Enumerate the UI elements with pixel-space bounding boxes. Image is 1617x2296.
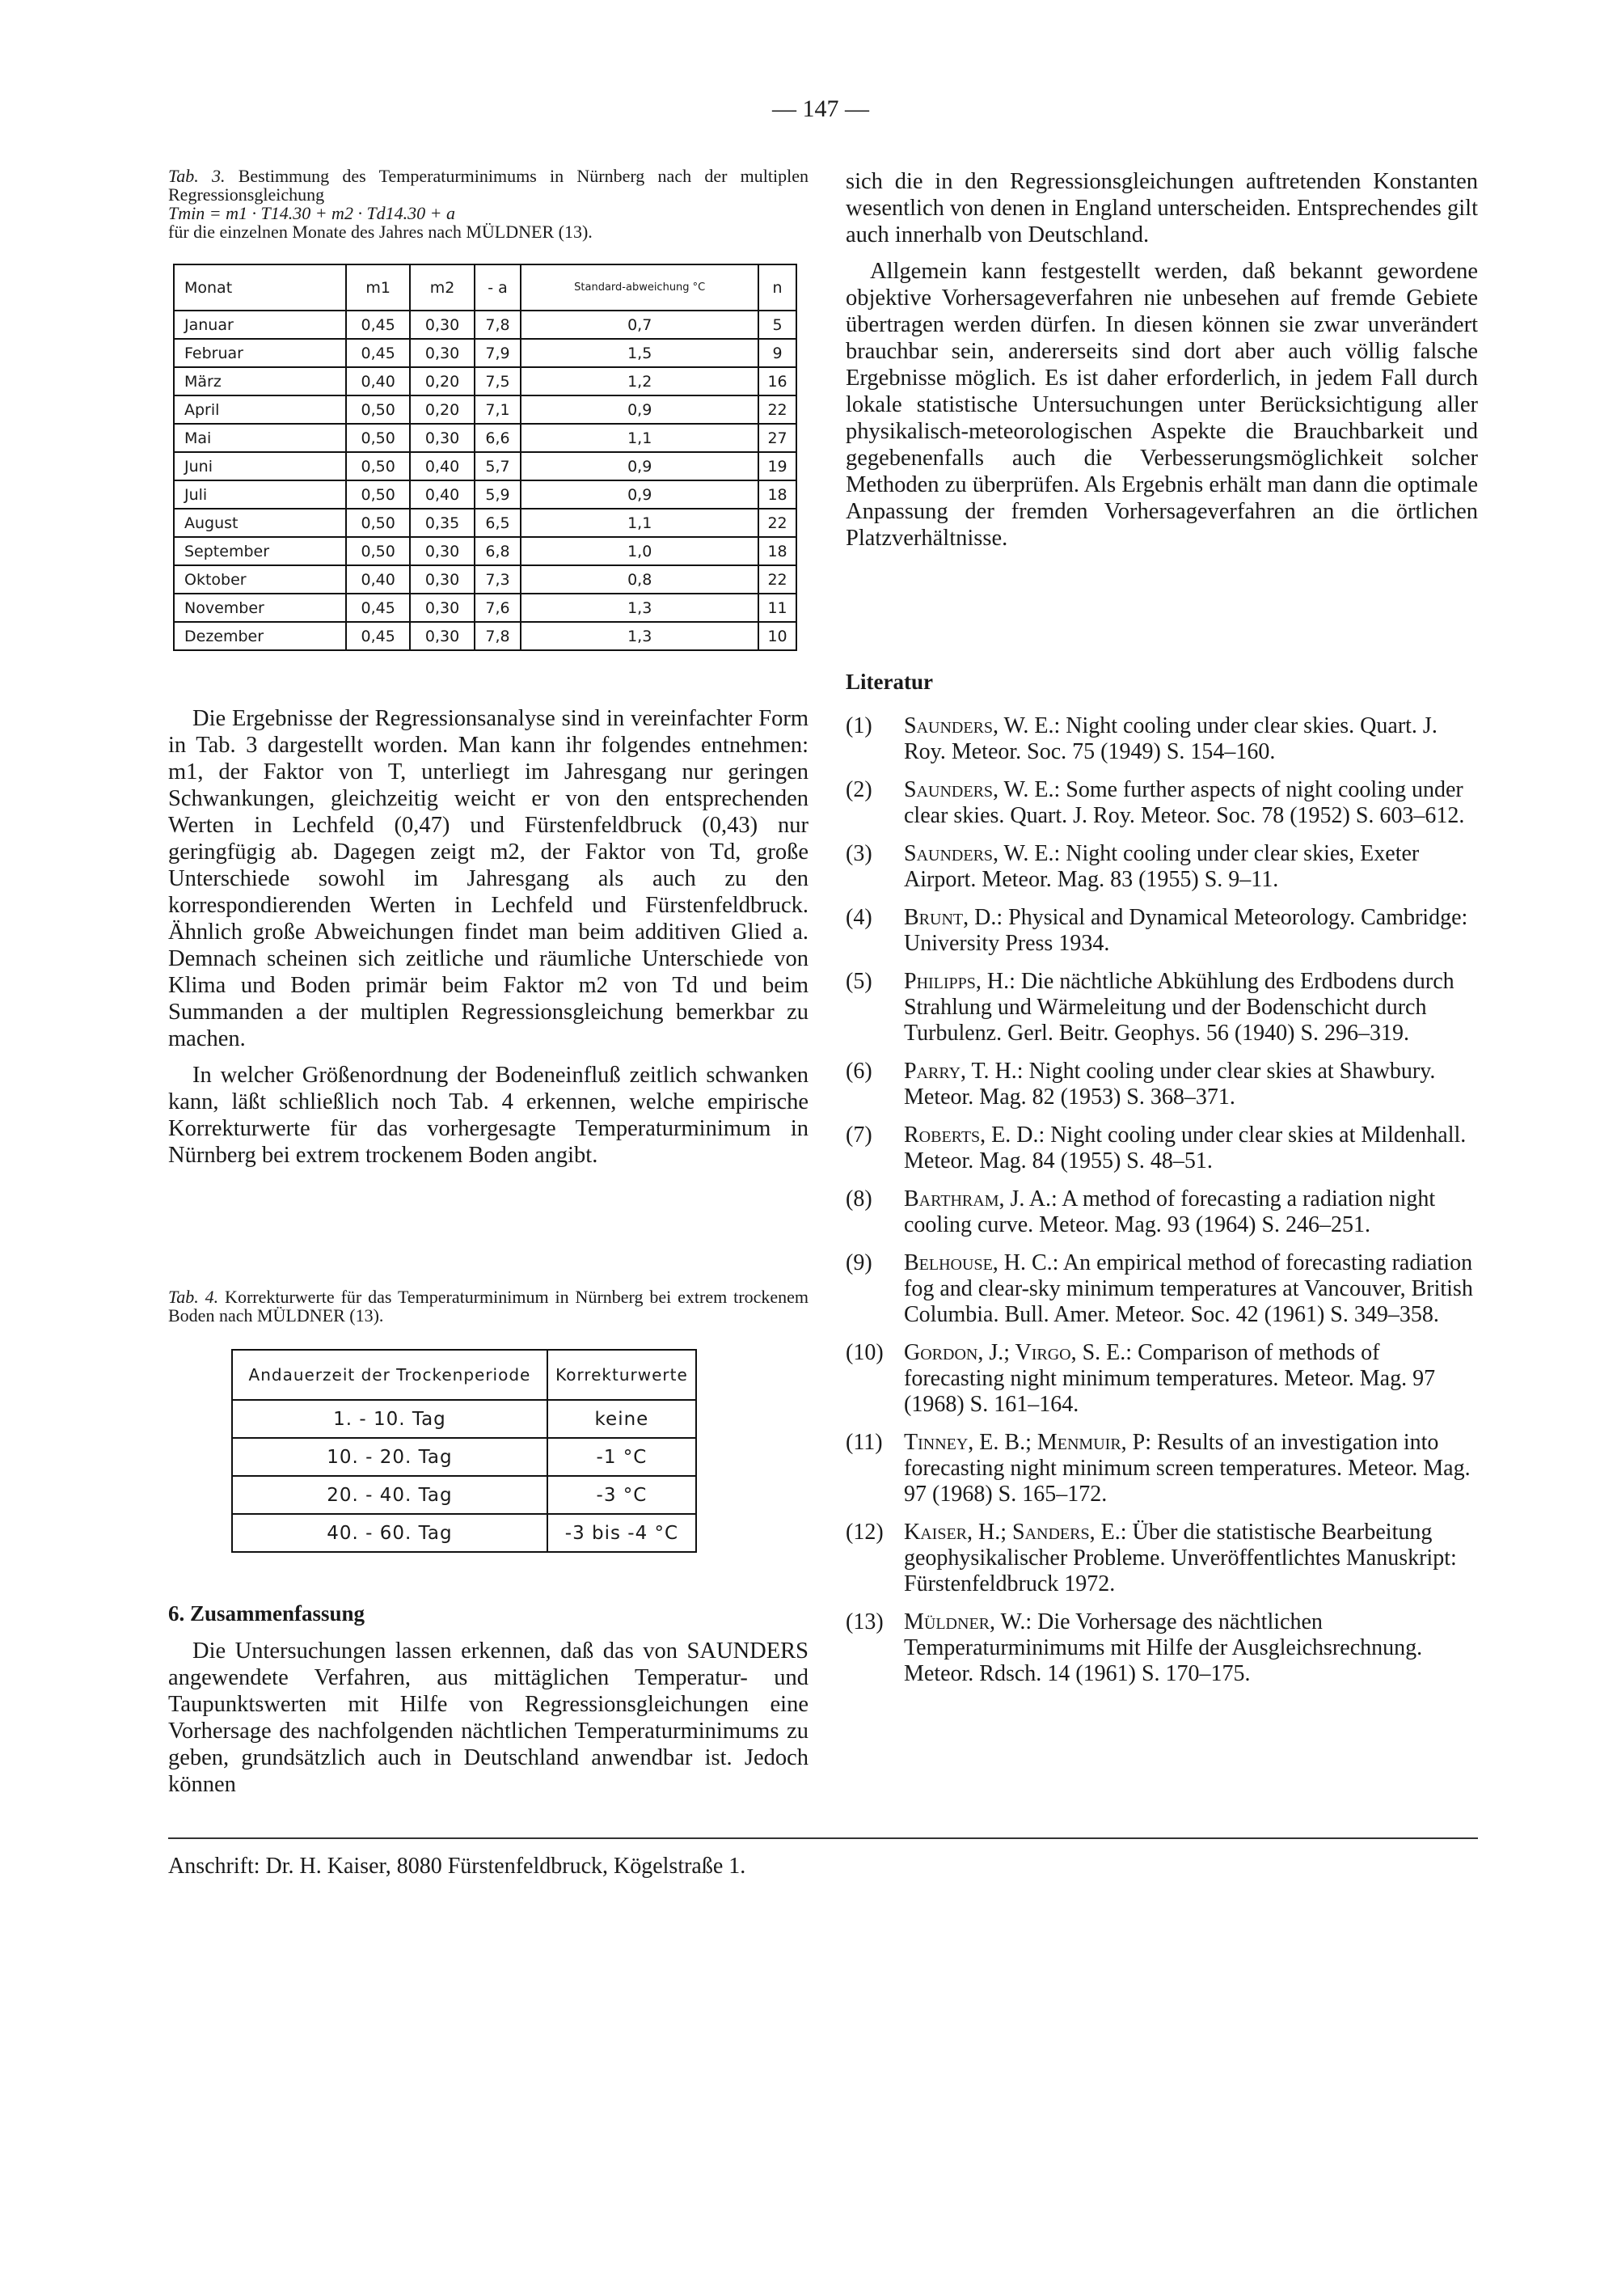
reference-author: Saunders, W. E.: — [904, 713, 1061, 738]
table-row — [174, 537, 796, 565]
left-body-text — [168, 705, 808, 1169]
reference-item — [846, 777, 1478, 829]
table-cell: 0,30 — [410, 622, 474, 650]
reference-author: Gordon, J.; Virgo, S. E.: — [904, 1340, 1133, 1365]
table4-caption — [168, 1288, 808, 1325]
reference-citation: Über die statistische Bearbeitung geophysikalischer Probleme. Unveröffentlichtes Manuskript: Fürstenfeldbruck 1972. — [904, 1520, 1457, 1596]
right-body-text — [846, 168, 1478, 552]
reference-author: Saunders, W. E.: — [904, 777, 1061, 802]
table-cell: 1,2 — [521, 367, 758, 395]
reference-number: (1) — [846, 713, 872, 738]
reference-number: (3) — [846, 841, 872, 866]
table3-header: m1 — [346, 264, 410, 311]
table-row — [174, 594, 796, 622]
table4-caption-text: Korrekturwerte für das Temperaturminimum in Nürnberg bei extrem trockenem Boden nach MÜLDNER (13). — [168, 1287, 809, 1326]
table-cell: November — [174, 594, 346, 622]
table-row — [174, 480, 796, 509]
reference-citation: Night cooling under clear skies at Shawbury. Meteor. Mag. 82 (1953) S. 368–371. — [904, 1059, 1436, 1110]
reference-item — [846, 1250, 1478, 1328]
reference-text — [904, 905, 1478, 957]
table3-header: m2 — [410, 264, 474, 311]
table-cell: 1,3 — [521, 594, 758, 622]
table-row — [174, 452, 796, 480]
reference-item — [846, 841, 1478, 893]
table-cell: 18 — [758, 480, 796, 509]
reference-author: Philipps, H.: — [904, 969, 1015, 994]
table-cell: 0,50 — [346, 424, 410, 452]
table-cell: 1,1 — [521, 509, 758, 537]
table-cell: 1. - 10. Tag — [232, 1400, 547, 1438]
table-cell: 0,20 — [410, 395, 474, 424]
table-cell: 20. - 40. Tag — [232, 1476, 547, 1514]
reference-author: Roberts, E. D.: — [904, 1123, 1045, 1148]
paragraph: sich die in den Regressionsgleichungen auftretenden Konstanten wesentlich von denen in England unterscheiden. Entsprechendes gilt auch innerhalb von Deutschland. — [846, 169, 1478, 247]
table-cell: 7,9 — [475, 339, 521, 367]
table-cell: 0,50 — [346, 480, 410, 509]
table-cell: 40. - 60. Tag — [232, 1514, 547, 1552]
reference-author: Kaiser, H.; Sanders, E.: — [904, 1520, 1127, 1545]
reference-citation: Some further aspects of night cooling under clear skies. Quart. J. Roy. Meteor. Soc. 78 (1952) S. 603–612. — [904, 777, 1465, 828]
reference-number: (11) — [846, 1430, 883, 1455]
paragraph: Allgemein kann festgestellt werden, daß bekannt gewordene objektive Vorhersageverfahren nie unbesehen auf fremde Gebiete übertragen werden dürfen. In diesen können sie zwar unverändert brauchbar sein, andererseits sind dort aber auch völlig falsche Ergebnisse möglich. Es ist daher erforderlich, in jedem Fall durch lokale statistische Untersuchungen unter Berücksichtigung aller physikalisch-meteorologischen Aspekte die Brauchbarkeit und gegebenenfalls auch die Verbesserungsmöglichkeit solcher Methoden zu überprüfen. Als Ergebnis erhält man dann die optimale Anpassung der fremden Vorhersageverfahren an die örtlichen Platzverhältnisse. — [846, 259, 1478, 551]
table-cell: 5,7 — [475, 452, 521, 480]
table-cell: 0,30 — [410, 339, 474, 367]
table-cell: 7,3 — [475, 565, 521, 594]
table-cell: 9 — [758, 339, 796, 367]
reference-citation: A method of forecasting a radiation night cooling curve. Meteor. Mag. 93 (1964) S. 246–251. — [904, 1186, 1436, 1237]
reference-citation: Physical and Dynamical Meteorology. Cambridge: University Press 1934. — [904, 905, 1468, 956]
reference-citation: Die Vorhersage des nächtlichen Temperaturminimums mit Hilfe der Ausgleichsrechnung. Meteor. Rdsch. 14 (1961) S. 170–175. — [904, 1609, 1423, 1686]
reference-text — [904, 841, 1478, 893]
table-row — [174, 339, 796, 367]
table-cell: 0,45 — [346, 594, 410, 622]
reference-citation: Comparison of methods of forecasting night minimum temperatures. Meteor. Mag. 97 (1968) S. 161–164. — [904, 1340, 1436, 1417]
table-cell: 0,50 — [346, 452, 410, 480]
reference-citation: Night cooling under clear skies. Quart. J. Roy. Meteor. Soc. 75 (1949) S. 154–160. — [904, 713, 1438, 764]
table-cell: 10. - 20. Tag — [232, 1438, 547, 1476]
table-cell: 0,50 — [346, 395, 410, 424]
table4-header: Andauerzeit der Trockenperiode — [232, 1350, 547, 1400]
reference-item — [846, 1430, 1478, 1507]
reference-text — [904, 1340, 1478, 1418]
table-cell: Januar — [174, 311, 346, 339]
reference-number: (12) — [846, 1520, 884, 1545]
table-row — [174, 395, 796, 424]
table-cell: 0,30 — [410, 311, 474, 339]
table-cell: 10 — [758, 622, 796, 650]
table4-label: Tab. 4. — [168, 1287, 219, 1307]
reference-number: (4) — [846, 905, 872, 930]
table-cell: 19 — [758, 452, 796, 480]
reference-author: Saunders, W. E.: — [904, 841, 1061, 866]
table-cell: Juni — [174, 452, 346, 480]
reference-number: (10) — [846, 1340, 884, 1365]
literature-heading: Literatur — [846, 670, 933, 694]
table3-header: Standard-abweichung °C — [521, 264, 758, 311]
page-number: — 147 — — [772, 95, 869, 122]
table-cell: März — [174, 367, 346, 395]
reference-text — [904, 777, 1478, 829]
table-cell: 0,9 — [521, 480, 758, 509]
reference-author: Parry, T. H.: — [904, 1059, 1024, 1084]
reference-number: (13) — [846, 1609, 884, 1634]
reference-author: Barthram, J. A.: — [904, 1186, 1058, 1211]
reference-citation: Die nächtliche Abkühlung des Erdbodens durch Strahlung und Wärmeleitung und der Bodenschicht durch Turbulenz. Gerl. Beitr. Geophys. 56 (1940) S. 296–319. — [904, 969, 1454, 1046]
paragraph: Die Untersuchungen lassen erkennen, daß das von SAUNDERS angewendete Verfahren, aus mittäglichen Temperatur- und Taupunktswerten mit Hilfe von Regressionsgleichungen eine Vorhersage des nachfolgenden nächtlichen Temperaturminimums zu geben, grundsätzlich auch in Deutschland anwendbar ist. Jedoch können — [168, 1638, 808, 1797]
table-cell: 22 — [758, 395, 796, 424]
paragraph: Die Ergebnisse der Regressionsanalyse sind in vereinfachter Form in Tab. 3 dargestellt worden. Man kann ihr folgendes entnehmen: m1, der Faktor von T, unterliegt im Jahresgang nur geringen Schwankungen, gleichzeitig weicht er von den entsprechenden Werten in Lechfeld (0,47) und Fürstenfeldbruck (0,43) nur geringfügig ab. Dagegen zeigt m2, der Faktor von Td, große Unterschiede sowohl im Jahresgang als auch zu den korrespondierenden Werten in Lechfeld und Fürstenfeldbruck. Ähnlich große Abweichungen findet man beim additiven Glied a. Demnach scheinen sich zeitliche und räumliche Unterschiede von Klima und Boden primär beim Faktor m2 von Td und beim Summanden a der multiplen Regressionsgleichung bemerkbar zu machen. — [168, 706, 808, 1051]
table3-header: Monat — [174, 264, 346, 311]
paragraph: In welcher Größenordnung der Bodeneinfluß zeitlich schwanken kann, läßt schließlich noch Tab. 4 erkennen, welche empirische Korrekturwerte für das vorhergesagte Temperaturminimum in Nürnberg bei extrem trockenem Boden angibt. — [168, 1063, 808, 1168]
reference-item — [846, 1340, 1478, 1418]
table-cell: 0,45 — [346, 311, 410, 339]
table-row — [232, 1476, 696, 1514]
table-cell: September — [174, 537, 346, 565]
table-cell: 1,0 — [521, 537, 758, 565]
reference-number: (8) — [846, 1186, 872, 1211]
table-row — [174, 622, 796, 650]
table3-label: Tab. 3. — [168, 166, 226, 186]
reference-author: Tinney, E. B.; Menmuir, P: — [904, 1430, 1152, 1455]
table-cell: 0,40 — [346, 565, 410, 594]
table-4 — [231, 1349, 697, 1553]
table-cell: 0,20 — [410, 367, 474, 395]
reference-text — [904, 1250, 1478, 1328]
table-3 — [173, 264, 797, 651]
reference-item — [846, 1123, 1478, 1174]
reference-item — [846, 1609, 1478, 1687]
table-cell: 1,1 — [521, 424, 758, 452]
author-address: Anschrift: Dr. H. Kaiser, 8080 Fürstenfeldbruck, Kögelstraße 1. — [168, 1854, 746, 1879]
reference-citation: Night cooling under clear skies at Mildenhall. Meteor. Mag. 84 (1955) S. 48–51. — [904, 1123, 1467, 1173]
reference-number: (5) — [846, 969, 872, 994]
table-cell: 0,30 — [410, 594, 474, 622]
table-cell: 0,40 — [410, 480, 474, 509]
table-row — [232, 1400, 696, 1438]
table-row — [174, 424, 796, 452]
table3-header: n — [758, 264, 796, 311]
table-cell: 0,50 — [346, 509, 410, 537]
table-cell: 6,6 — [475, 424, 521, 452]
reference-item — [846, 713, 1478, 765]
table3-caption-text2: für die einzelnen Monate des Jahres nach MÜLDNER (13). — [168, 222, 593, 242]
table-cell: Juli — [174, 480, 346, 509]
reference-citation: An empirical method of forecasting radiation fog and clear-sky minimum temperatures at Vancouver, British Columbia. Bull. Amer. Meteor. Soc. 42 (1961) S. 349–358. — [904, 1250, 1473, 1327]
table-row — [174, 367, 796, 395]
reference-text — [904, 1059, 1478, 1110]
table-cell: Oktober — [174, 565, 346, 594]
section-heading: 6. Zusammenfassung — [168, 1601, 365, 1626]
reference-citation: Night cooling under clear skies, Exeter Airport. Meteor. Mag. 83 (1955) S. 9–11. — [904, 841, 1420, 892]
reference-number: (6) — [846, 1059, 872, 1084]
table-cell: 0,30 — [410, 565, 474, 594]
table-cell: 0,35 — [410, 509, 474, 537]
reference-number: (7) — [846, 1123, 872, 1148]
table-row — [174, 509, 796, 537]
literature-heading-wrap — [846, 670, 1478, 695]
table-cell: Dezember — [174, 622, 346, 650]
table-cell: 1,3 — [521, 622, 758, 650]
table-row — [232, 1438, 696, 1476]
table-cell: 0,40 — [346, 367, 410, 395]
table-cell: Februar — [174, 339, 346, 367]
reference-number: (2) — [846, 777, 872, 802]
reference-text — [904, 1520, 1478, 1597]
table-cell: April — [174, 395, 346, 424]
table-cell: -3 bis -4 °C — [547, 1514, 696, 1552]
table-cell: 7,6 — [475, 594, 521, 622]
table-cell: 16 — [758, 367, 796, 395]
table-cell: 22 — [758, 565, 796, 594]
table-cell: 27 — [758, 424, 796, 452]
table-cell: 0,40 — [410, 452, 474, 480]
table-cell: 0,30 — [410, 424, 474, 452]
section-summary — [168, 1601, 808, 1798]
table-cell: 5,9 — [475, 480, 521, 509]
table-cell: 7,1 — [475, 395, 521, 424]
table3-caption-text: Bestimmung des Temperaturminimums in Nürnberg nach der multiplen Regressionsgleichung — [168, 166, 808, 205]
table-cell: 0,8 — [521, 565, 758, 594]
table-cell: 7,5 — [475, 367, 521, 395]
table-cell: -1 °C — [547, 1438, 696, 1476]
reference-author: Belhouse, H. C.: — [904, 1250, 1059, 1275]
table-cell: 7,8 — [475, 622, 521, 650]
table4-header: Korrekturwerte — [547, 1350, 696, 1400]
reference-text — [904, 1609, 1478, 1687]
footer-divider — [168, 1837, 1478, 1839]
table-cell: -3 °C — [547, 1476, 696, 1514]
reference-item — [846, 905, 1478, 957]
table-row — [232, 1514, 696, 1552]
reference-text — [904, 1186, 1478, 1238]
table-cell: 0,7 — [521, 311, 758, 339]
table-cell: 22 — [758, 509, 796, 537]
table-cell: 5 — [758, 311, 796, 339]
table-cell: 0,9 — [521, 395, 758, 424]
table3-formula: Tmin = m1 · T14.30 + m2 · Td14.30 + a — [168, 203, 456, 223]
table-cell: 0,50 — [346, 537, 410, 565]
reference-text — [904, 1430, 1478, 1507]
table-cell: keine — [547, 1400, 696, 1438]
reference-item — [846, 1520, 1478, 1597]
table-cell: 0,45 — [346, 622, 410, 650]
reference-number: (9) — [846, 1250, 872, 1275]
reference-text — [904, 713, 1478, 765]
reference-item — [846, 1186, 1478, 1238]
table-cell: August — [174, 509, 346, 537]
table-cell: 0,9 — [521, 452, 758, 480]
reference-item — [846, 969, 1478, 1047]
table-cell: 1,5 — [521, 339, 758, 367]
reference-text — [904, 969, 1478, 1047]
table-row — [174, 311, 796, 339]
table-cell: 18 — [758, 537, 796, 565]
table-cell: 7,8 — [475, 311, 521, 339]
table3-caption — [168, 167, 808, 241]
reference-text — [904, 1123, 1478, 1174]
reference-author: Brunt, D.: — [904, 905, 1003, 930]
table3-header: - a — [475, 264, 521, 311]
reference-citation: Results of an investigation into forecasting night minimum screen temperatures. Meteor. Mag. 97 (1968) S. 165–172. — [904, 1430, 1471, 1507]
table-cell: 0,45 — [346, 339, 410, 367]
table-cell: 6,5 — [475, 509, 521, 537]
table-cell: 11 — [758, 594, 796, 622]
reference-list — [846, 713, 1478, 1699]
reference-author: Müldner, W.: — [904, 1609, 1032, 1634]
table-cell: 6,8 — [475, 537, 521, 565]
table-row — [174, 565, 796, 594]
table-cell: 0,30 — [410, 537, 474, 565]
reference-item — [846, 1059, 1478, 1110]
table-cell: Mai — [174, 424, 346, 452]
